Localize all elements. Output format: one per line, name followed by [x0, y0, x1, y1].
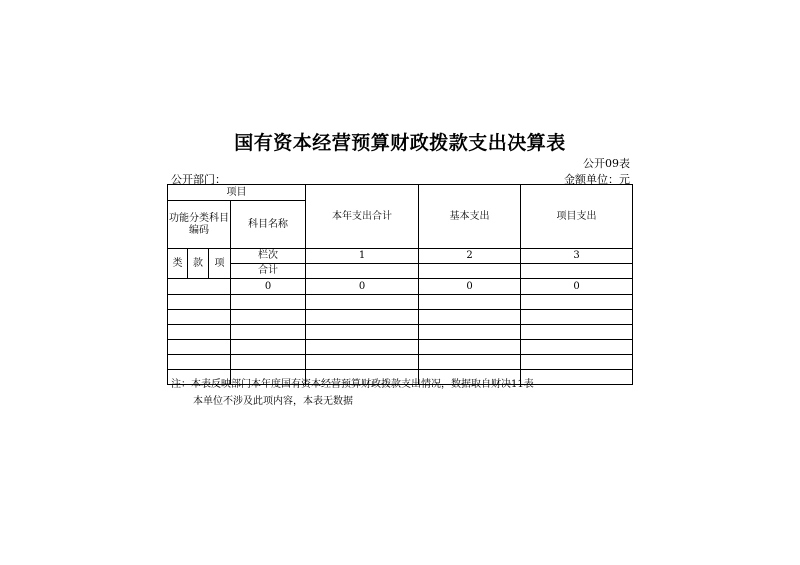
expenditure-table [167, 184, 633, 385]
total-cell: 0 [521, 279, 633, 295]
table-row [168, 325, 633, 340]
header-project: 项目支出 [521, 185, 633, 249]
header-func-code: 功能分类科目编码 [168, 201, 231, 249]
total-cell: 0 [419, 279, 521, 295]
notes [171, 376, 534, 410]
header-subject-name: 科目名称 [231, 201, 306, 249]
col-number-3: 3 [521, 249, 633, 264]
empty-cell [521, 264, 633, 279]
total-row [168, 279, 633, 295]
header-basic: 基本支出 [419, 185, 521, 249]
header-item: 项目 [168, 185, 306, 201]
empty-cell [419, 264, 521, 279]
header-lei: 类 [168, 249, 188, 279]
col-number-1: 1 [306, 249, 419, 264]
total-cell: 0 [306, 279, 419, 295]
table-row [168, 340, 633, 355]
table-row [168, 355, 633, 370]
header-kuan: 款 [188, 249, 209, 279]
unit-label: 金额单位：元 [564, 173, 630, 186]
header-xiang: 项 [209, 249, 231, 279]
table-row [168, 295, 633, 310]
empty-cell [306, 264, 419, 279]
department-label: 公开部门： [171, 173, 226, 186]
total-cell: 0 [231, 279, 306, 295]
empty-cell [168, 279, 231, 295]
note-line-1: 注：本表反映部门本年度国有资本经营预算财政拨款支出情况，数据取自财决11表 [171, 379, 534, 390]
report-title: 国有资本经营预算财政拨款支出决算表 [234, 132, 566, 154]
note-line-2: 本单位不涉及此项内容，本表无数据 [193, 396, 353, 407]
header-heji: 合计 [231, 264, 306, 279]
table-row [168, 310, 633, 325]
header-lanci: 栏次 [231, 249, 306, 264]
col-number-2: 2 [419, 249, 521, 264]
header-total: 本年支出合计 [306, 185, 419, 249]
form-number: 公开09表 [583, 157, 630, 170]
